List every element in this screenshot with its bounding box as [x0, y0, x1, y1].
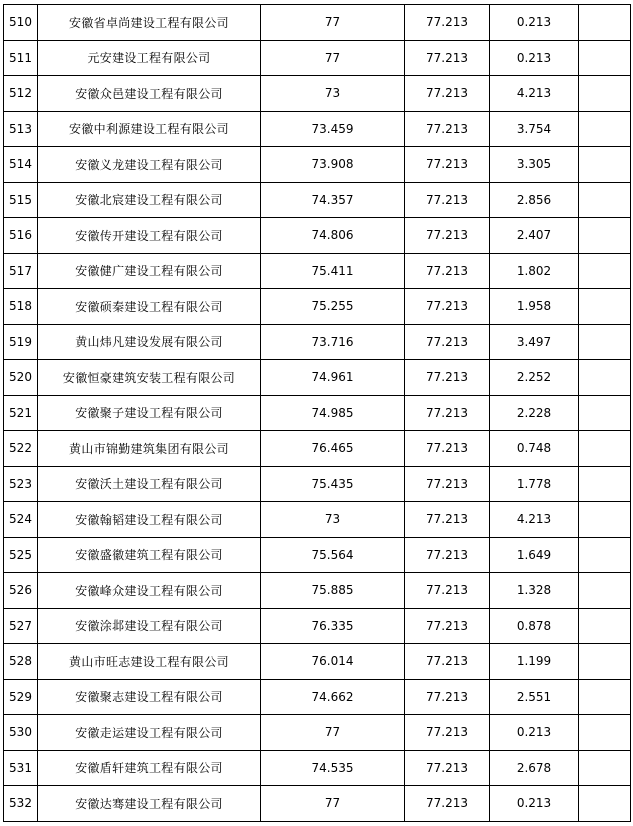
deviation-cell: 2.407: [490, 218, 579, 254]
table-row: [4, 218, 631, 254]
score-cell: 74.662: [261, 679, 405, 715]
deviation-cell: 2.551: [490, 679, 579, 715]
remark-cell: [579, 750, 631, 786]
deviation-cell: 1.958: [490, 289, 579, 325]
remark-cell: [579, 5, 631, 41]
table-row: [4, 786, 631, 822]
deviation-cell: 1.802: [490, 253, 579, 289]
average-score-cell: 77.213: [405, 360, 490, 396]
score-cell: 73.908: [261, 147, 405, 183]
score-cell: 75.435: [261, 466, 405, 502]
remark-cell: [579, 431, 631, 467]
deviation-cell: 0.213: [490, 786, 579, 822]
table-row: [4, 324, 631, 360]
table-row: [4, 537, 631, 573]
table-row: [4, 750, 631, 786]
average-score-cell: 77.213: [405, 750, 490, 786]
score-cell: 73.459: [261, 111, 405, 147]
deviation-cell: 1.328: [490, 573, 579, 609]
score-cell: 75.885: [261, 573, 405, 609]
deviation-cell: 2.252: [490, 360, 579, 396]
score-cell: 74.535: [261, 750, 405, 786]
row-number-cell: 512: [4, 76, 38, 112]
score-cell: 74.985: [261, 395, 405, 431]
row-number-cell: 526: [4, 573, 38, 609]
company-name-cell: 安徽盾轩建筑工程有限公司: [38, 750, 261, 786]
company-name-cell: 安徽硕秦建设工程有限公司: [38, 289, 261, 325]
remark-cell: [579, 786, 631, 822]
average-score-cell: 77.213: [405, 608, 490, 644]
deviation-cell: 2.856: [490, 182, 579, 218]
table-row: [4, 76, 631, 112]
company-name-cell: 安徽翰韬建设工程有限公司: [38, 502, 261, 538]
average-score-cell: 77.213: [405, 147, 490, 183]
average-score-cell: 77.213: [405, 76, 490, 112]
table-row: [4, 502, 631, 538]
company-name-cell: 安徽中利源建设工程有限公司: [38, 111, 261, 147]
row-number-cell: 532: [4, 786, 38, 822]
table-row: [4, 40, 631, 76]
score-cell: 76.335: [261, 608, 405, 644]
table-row: [4, 147, 631, 183]
score-cell: 74.806: [261, 218, 405, 254]
deviation-cell: 4.213: [490, 502, 579, 538]
company-name-cell: 安徽聚志建设工程有限公司: [38, 679, 261, 715]
company-name-cell: 安徽众邑建设工程有限公司: [38, 76, 261, 112]
score-cell: 76.465: [261, 431, 405, 467]
row-number-cell: 523: [4, 466, 38, 502]
row-number-cell: 531: [4, 750, 38, 786]
score-cell: 74.961: [261, 360, 405, 396]
remark-cell: [579, 111, 631, 147]
remark-cell: [579, 76, 631, 112]
average-score-cell: 77.213: [405, 111, 490, 147]
score-cell: 74.357: [261, 182, 405, 218]
company-name-cell: 黄山市锦勤建筑集团有限公司: [38, 431, 261, 467]
deviation-cell: 4.213: [490, 76, 579, 112]
score-cell: 73: [261, 76, 405, 112]
row-number-cell: 515: [4, 182, 38, 218]
average-score-cell: 77.213: [405, 40, 490, 76]
average-score-cell: 77.213: [405, 715, 490, 751]
company-name-cell: 安徽恒豪建筑安装工程有限公司: [38, 360, 261, 396]
deviation-cell: 3.754: [490, 111, 579, 147]
deviation-cell: 2.228: [490, 395, 579, 431]
score-cell: 77: [261, 786, 405, 822]
company-name-cell: 安徽沃土建设工程有限公司: [38, 466, 261, 502]
remark-cell: [579, 40, 631, 76]
table-row: [4, 679, 631, 715]
average-score-cell: 77.213: [405, 395, 490, 431]
score-cell: 75.564: [261, 537, 405, 573]
average-score-cell: 77.213: [405, 324, 490, 360]
remark-cell: [579, 324, 631, 360]
table-row: [4, 253, 631, 289]
remark-cell: [579, 218, 631, 254]
score-table: [3, 4, 631, 822]
row-number-cell: 521: [4, 395, 38, 431]
remark-cell: [579, 395, 631, 431]
company-name-cell: 安徽走运建设工程有限公司: [38, 715, 261, 751]
remark-cell: [579, 537, 631, 573]
table-row: [4, 395, 631, 431]
table-row: [4, 573, 631, 609]
row-number-cell: 511: [4, 40, 38, 76]
remark-cell: [579, 182, 631, 218]
row-number-cell: 517: [4, 253, 38, 289]
table-row: [4, 360, 631, 396]
company-name-cell: 安徽盛徽建筑工程有限公司: [38, 537, 261, 573]
row-number-cell: 528: [4, 644, 38, 680]
row-number-cell: 530: [4, 715, 38, 751]
company-name-cell: 元安建设工程有限公司: [38, 40, 261, 76]
row-number-cell: 525: [4, 537, 38, 573]
table-row: [4, 466, 631, 502]
deviation-cell: 3.305: [490, 147, 579, 183]
table-row: [4, 5, 631, 41]
company-name-cell: 安徽北宸建设工程有限公司: [38, 182, 261, 218]
score-cell: 73: [261, 502, 405, 538]
remark-cell: [579, 253, 631, 289]
company-name-cell: 安徽涂邶建设工程有限公司: [38, 608, 261, 644]
remark-cell: [579, 502, 631, 538]
score-cell: 75.255: [261, 289, 405, 325]
row-number-cell: 520: [4, 360, 38, 396]
deviation-cell: 0.878: [490, 608, 579, 644]
average-score-cell: 77.213: [405, 537, 490, 573]
company-name-cell: 安徽传开建设工程有限公司: [38, 218, 261, 254]
average-score-cell: 77.213: [405, 431, 490, 467]
row-number-cell: 518: [4, 289, 38, 325]
score-cell: 73.716: [261, 324, 405, 360]
score-cell: 77: [261, 715, 405, 751]
average-score-cell: 77.213: [405, 786, 490, 822]
average-score-cell: 77.213: [405, 289, 490, 325]
score-cell: 76.014: [261, 644, 405, 680]
remark-cell: [579, 360, 631, 396]
score-cell: 77: [261, 5, 405, 41]
row-number-cell: 516: [4, 218, 38, 254]
deviation-cell: 0.213: [490, 715, 579, 751]
average-score-cell: 77.213: [405, 502, 490, 538]
company-name-cell: 安徽健广建设工程有限公司: [38, 253, 261, 289]
average-score-cell: 77.213: [405, 679, 490, 715]
score-cell: 75.411: [261, 253, 405, 289]
remark-cell: [579, 608, 631, 644]
deviation-cell: 2.678: [490, 750, 579, 786]
company-name-cell: 安徽达骞建设工程有限公司: [38, 786, 261, 822]
row-number-cell: 524: [4, 502, 38, 538]
row-number-cell: 527: [4, 608, 38, 644]
table-row: [4, 111, 631, 147]
average-score-cell: 77.213: [405, 466, 490, 502]
deviation-cell: 0.213: [490, 40, 579, 76]
company-name-cell: 安徽省卓尚建设工程有限公司: [38, 5, 261, 41]
average-score-cell: 77.213: [405, 644, 490, 680]
company-name-cell: 黄山炜凡建设发展有限公司: [38, 324, 261, 360]
deviation-cell: 0.748: [490, 431, 579, 467]
row-number-cell: 522: [4, 431, 38, 467]
deviation-cell: 1.778: [490, 466, 579, 502]
remark-cell: [579, 644, 631, 680]
row-number-cell: 514: [4, 147, 38, 183]
deviation-cell: 3.497: [490, 324, 579, 360]
table-row: [4, 715, 631, 751]
remark-cell: [579, 147, 631, 183]
table-row: [4, 431, 631, 467]
company-name-cell: 安徽聚子建设工程有限公司: [38, 395, 261, 431]
deviation-cell: 1.649: [490, 537, 579, 573]
remark-cell: [579, 289, 631, 325]
deviation-cell: 0.213: [490, 5, 579, 41]
remark-cell: [579, 573, 631, 609]
remark-cell: [579, 679, 631, 715]
row-number-cell: 519: [4, 324, 38, 360]
average-score-cell: 77.213: [405, 218, 490, 254]
company-name-cell: 黄山市旺志建设工程有限公司: [38, 644, 261, 680]
average-score-cell: 77.213: [405, 5, 490, 41]
average-score-cell: 77.213: [405, 573, 490, 609]
score-cell: 77: [261, 40, 405, 76]
row-number-cell: 510: [4, 5, 38, 41]
table-row: [4, 182, 631, 218]
table-row: [4, 289, 631, 325]
row-number-cell: 513: [4, 111, 38, 147]
table-row: [4, 644, 631, 680]
company-name-cell: 安徽义龙建设工程有限公司: [38, 147, 261, 183]
deviation-cell: 1.199: [490, 644, 579, 680]
average-score-cell: 77.213: [405, 182, 490, 218]
table-row: [4, 608, 631, 644]
remark-cell: [579, 715, 631, 751]
company-name-cell: 安徽峰众建设工程有限公司: [38, 573, 261, 609]
average-score-cell: 77.213: [405, 253, 490, 289]
row-number-cell: 529: [4, 679, 38, 715]
remark-cell: [579, 466, 631, 502]
table-body: [4, 5, 631, 822]
